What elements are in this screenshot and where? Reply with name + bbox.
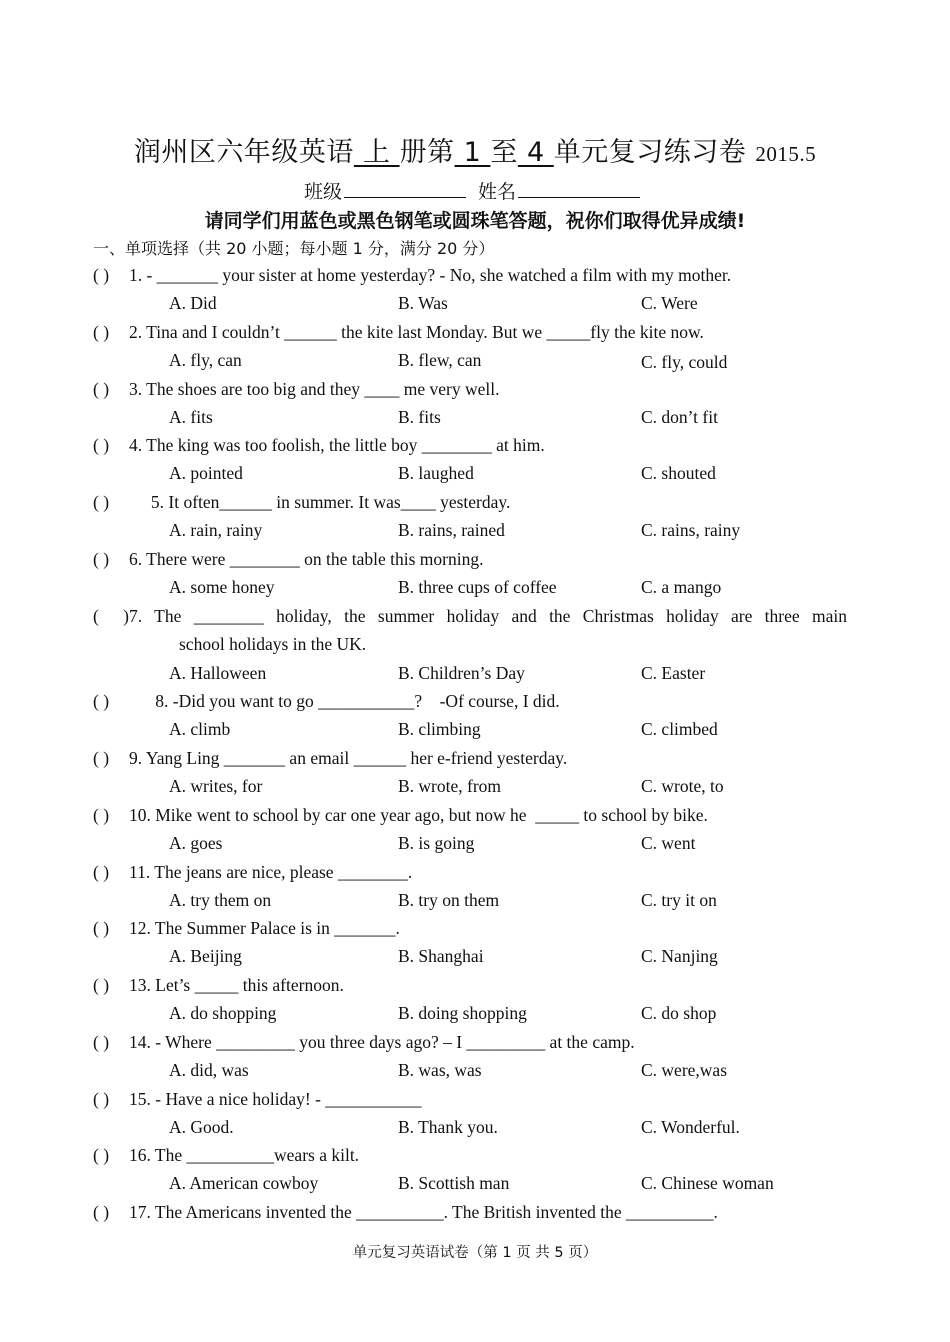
option-c: C. fly, could (641, 352, 728, 372)
question-text: 6. There were ________ on the table this morning. (129, 549, 484, 569)
answer-bracket[interactable]: ( ) (93, 918, 110, 938)
question-stem (93, 1202, 853, 1223)
section-title: 一、单项选择（共 20 小题；每小题 1 分，满分 20 分） (93, 239, 495, 258)
option-c: C. a mango (641, 577, 722, 597)
question-text: 7. The ________ holiday, the summer holiday and the Christmas holiday are three main (129, 606, 847, 626)
option-b: B. flew, can (398, 350, 482, 370)
option-c: C. try it on (641, 890, 717, 910)
option-c: C. went (641, 833, 696, 853)
question-text: 8. -Did you want to go ___________? -Of course, I did. (129, 691, 560, 711)
answer-bracket[interactable]: ( ) (93, 1032, 110, 1052)
option-a: A. Beijing (169, 946, 242, 966)
option-a: A. goes (169, 833, 223, 853)
question-text: 2. Tina and I couldn’t ______ the kite last Monday. But we _____fly the kite now. (129, 322, 704, 342)
student-info-line (0, 177, 950, 204)
question-stem (93, 549, 853, 570)
answer-bracket[interactable]: ( ) (93, 1202, 110, 1222)
question-text: 3. The shoes are too big and they ____ me very well. (129, 379, 500, 399)
option-a: A. some honey (169, 577, 275, 597)
question-text: 17. The Americans invented the __________. The British invented the __________. (129, 1202, 718, 1222)
question-stem (93, 805, 853, 826)
option-b: B. doing shopping (398, 1003, 527, 1023)
option-c: C. rains, rainy (641, 520, 741, 540)
answer-bracket[interactable]: ( ) (93, 691, 110, 711)
answer-bracket[interactable]: ( ) (93, 379, 110, 399)
option-b: B. Was (398, 293, 448, 313)
option-b: B. Scottish man (398, 1173, 510, 1193)
title-volume-blank: 上 (353, 137, 400, 168)
question-stem (93, 918, 853, 939)
option-c: C. do shop (641, 1003, 717, 1023)
question-stem (93, 862, 853, 883)
title-text: 册第 (399, 137, 455, 168)
name-field[interactable] (518, 179, 640, 198)
option-a: A. pointed (169, 463, 243, 483)
option-c: C. shouted (641, 463, 716, 483)
option-c: C. wrote, to (641, 776, 724, 796)
option-c: C. were,was (641, 1060, 728, 1080)
answer-bracket[interactable]: ( ) (93, 975, 110, 995)
option-c: C. don’t fit (641, 407, 718, 427)
question-stem (93, 435, 853, 456)
question-text: 14. - Where _________ you three days ago? – I _________ at the camp. (129, 1032, 635, 1052)
option-c: C. Easter (641, 663, 706, 683)
title-unit-start: 1 (454, 137, 491, 168)
option-b: B. laughed (398, 463, 474, 483)
answer-bracket[interactable]: ( ) (93, 322, 110, 342)
option-b: B. climbing (398, 719, 481, 739)
option-a: A. try them on (169, 890, 272, 910)
question-stem (93, 322, 853, 343)
answer-bracket[interactable]: ( ) (93, 606, 129, 626)
option-b: B. rains, rained (398, 520, 505, 540)
question-stem (93, 492, 853, 513)
class-label: 班级 (303, 181, 342, 203)
answer-bracket[interactable]: ( ) (93, 435, 110, 455)
option-a: A. Good. (169, 1117, 234, 1137)
option-b: B. Children’s Day (398, 663, 525, 683)
option-a: A. fits (169, 407, 213, 427)
option-a: A. writes, for (169, 776, 263, 796)
option-c: C. Were (641, 293, 698, 313)
name-label: 姓名 (478, 181, 517, 203)
question-text: 10. Mike went to school by car one year ago, but now he _____ to school by bike. (129, 805, 708, 825)
option-a: A. did, was (169, 1060, 249, 1080)
question-stem (93, 748, 853, 769)
option-c: C. Wonderful. (641, 1117, 740, 1137)
option-b: B. three cups of coffee (398, 577, 557, 597)
answer-bracket[interactable]: ( ) (93, 549, 110, 569)
page-footer: 单元复习英语试卷（第 1 页 共 5 页） (352, 1245, 598, 1261)
question-text: 9. Yang Ling _______ an email ______ her e-friend yesterday. (129, 748, 568, 768)
question-stem (93, 1145, 853, 1166)
title-text: 单元复习练习卷 (553, 137, 747, 168)
option-a: A. climb (169, 719, 231, 739)
title-unit-end: 4 (517, 137, 554, 168)
option-b: B. was, was (398, 1060, 482, 1080)
answer-bracket[interactable]: ( ) (93, 805, 110, 825)
option-a: A. rain, rainy (169, 520, 263, 540)
question-text: 16. The __________wears a kilt. (129, 1145, 360, 1165)
title-text: 润州区六年级英语 (133, 137, 354, 168)
question-text: 13. Let’s _____ this afternoon. (129, 975, 344, 995)
option-b: B. Shanghai (398, 946, 484, 966)
option-c: C. Chinese woman (641, 1173, 774, 1193)
option-c: C. climbed (641, 719, 718, 739)
title-text: 至 (490, 137, 518, 168)
question-stem (93, 379, 853, 400)
answer-bracket[interactable]: ( ) (93, 1145, 110, 1165)
question-stem (93, 606, 847, 627)
option-b: B. wrote, from (398, 776, 502, 796)
question-stem (93, 975, 853, 996)
answer-bracket[interactable]: ( ) (93, 265, 110, 285)
option-a: A. American cowboy (169, 1173, 319, 1193)
question-text: 11. The jeans are nice, please ________. (129, 862, 413, 882)
instruction-slogan: 请同学们用蓝色或黑色钢笔或圆珠笔答题，祝你们取得优异成绩! (204, 210, 746, 232)
page-title (0, 130, 950, 169)
class-field[interactable] (344, 179, 466, 198)
question-text: 15. - Have a nice holiday! - ___________ (129, 1089, 422, 1109)
option-c: C. Nanjing (641, 946, 718, 966)
question-text: 5. It often______ in summer. It was____ yesterday. (129, 492, 511, 512)
option-a: A. fly, can (169, 350, 242, 370)
question-stem (93, 1089, 853, 1110)
question-text: 4. The king was too foolish, the little boy ________ at him. (129, 435, 545, 455)
option-a: A. Did (169, 293, 217, 313)
option-a: A. Halloween (169, 663, 267, 683)
question-stem (93, 1032, 853, 1053)
option-b: B. Thank you. (398, 1117, 498, 1137)
answer-bracket[interactable]: ( ) (93, 748, 110, 768)
option-b: B. is going (398, 833, 475, 853)
title-year: 2015.5 (755, 142, 817, 166)
question-stem (93, 265, 853, 286)
option-b: B. try on them (398, 890, 500, 910)
answer-bracket[interactable]: ( ) (93, 862, 110, 882)
question-text-continued: school holidays in the UK. (179, 634, 367, 654)
option-a: A. do shopping (169, 1003, 277, 1023)
question-text: 12. The Summer Palace is in _______. (129, 918, 400, 938)
question-text: 1. - _______ your sister at home yesterday? - No, she watched a film with my mother. (129, 265, 732, 285)
option-b: B. fits (398, 407, 441, 427)
answer-bracket[interactable]: ( ) (93, 492, 110, 512)
question-stem (93, 691, 853, 712)
answer-bracket[interactable]: ( ) (93, 1089, 110, 1109)
